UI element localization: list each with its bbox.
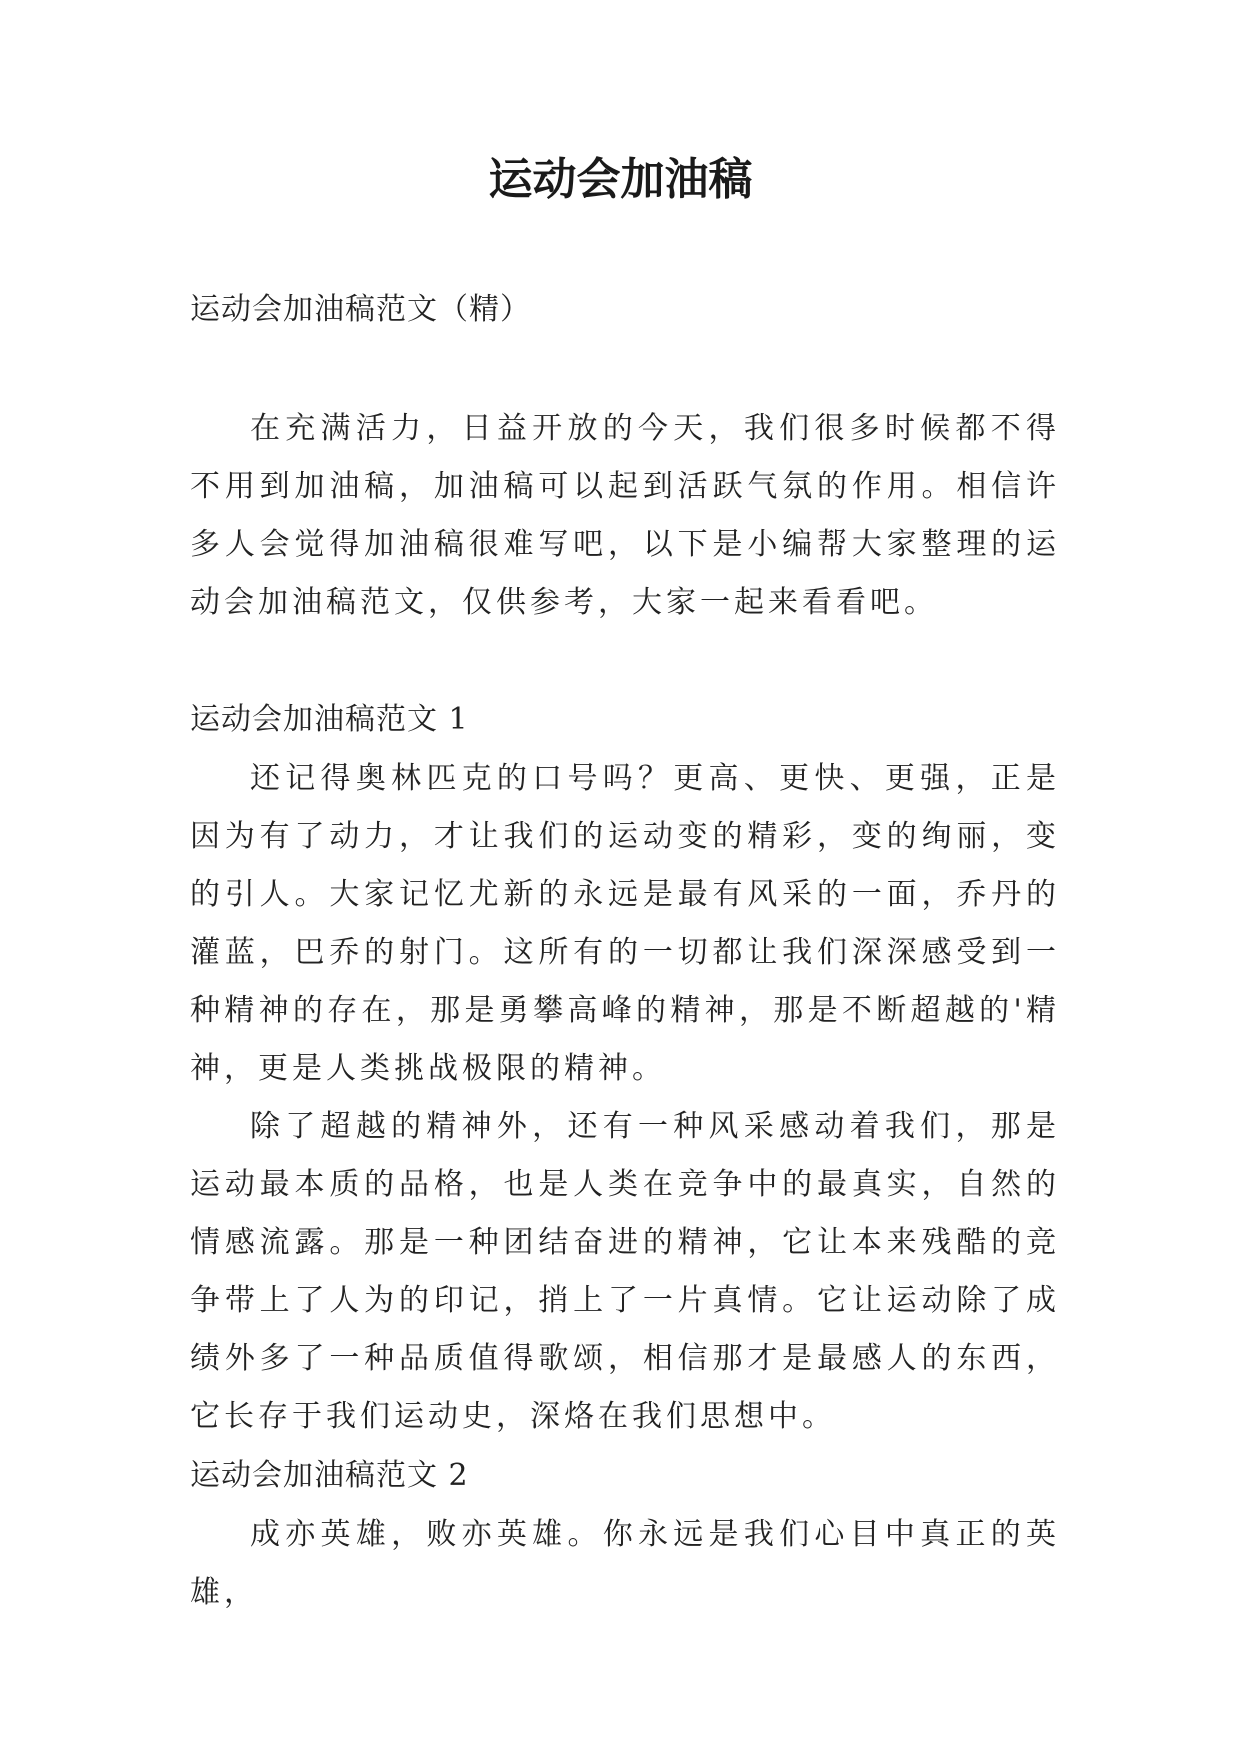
intro-paragraph: 在充满活力，日益开放的今天，我们很多时候都不得不用到加油稿，加油稿可以起到活跃气氛的作用。相信许多人会觉得加油稿很难写吧，以下是小编帮大家整理的运动会加油稿范文，仅供参考，大家一起来看看吧。 xyxy=(190,411,1060,620)
document-title: 运动会加油稿 xyxy=(488,154,753,205)
section-1-paragraph-1: 还记得奥林匹克的口号吗？更高、更快、更强，正是因为有了动力，才让我们的运动变的精彩，变的绚丽，变的引人。大家记忆尤新的永远是最有风采的一面，乔丹的灌蓝，巴乔的射门。这所有的一切都让我们深深感受到一种精神的存在，那是勇攀高峰的精神，那是不断超越的'精神，更是人类挑战极限的精神。 xyxy=(190,761,1060,1086)
document-subtitle: 运动会加油稿范文（精） xyxy=(190,292,531,327)
section-1-paragraph-2: 除了超越的精神外，还有一种风采感动着我们，那是运动最本质的品格，也是人类在竞争中的最真实，自然的情感流露。那是一种团结奋进的精神，它让本来残酷的竞争带上了人为的印记，捎上了一片真情。它让运动除了成绩外多了一种品质值得歌颂，相信那才是最感人的东西，它长存于我们运动史，深烙在我们思想中。 xyxy=(190,1109,1060,1434)
section-heading-1: 运动会加油稿范文 1 xyxy=(190,702,469,737)
section-heading-2: 运动会加油稿范文 2 xyxy=(190,1458,469,1493)
document-body xyxy=(190,280,1060,1622)
section-2-paragraph-1: 成亦英雄，败亦英雄。你永远是我们心目中真正的英雄， xyxy=(190,1517,1060,1610)
